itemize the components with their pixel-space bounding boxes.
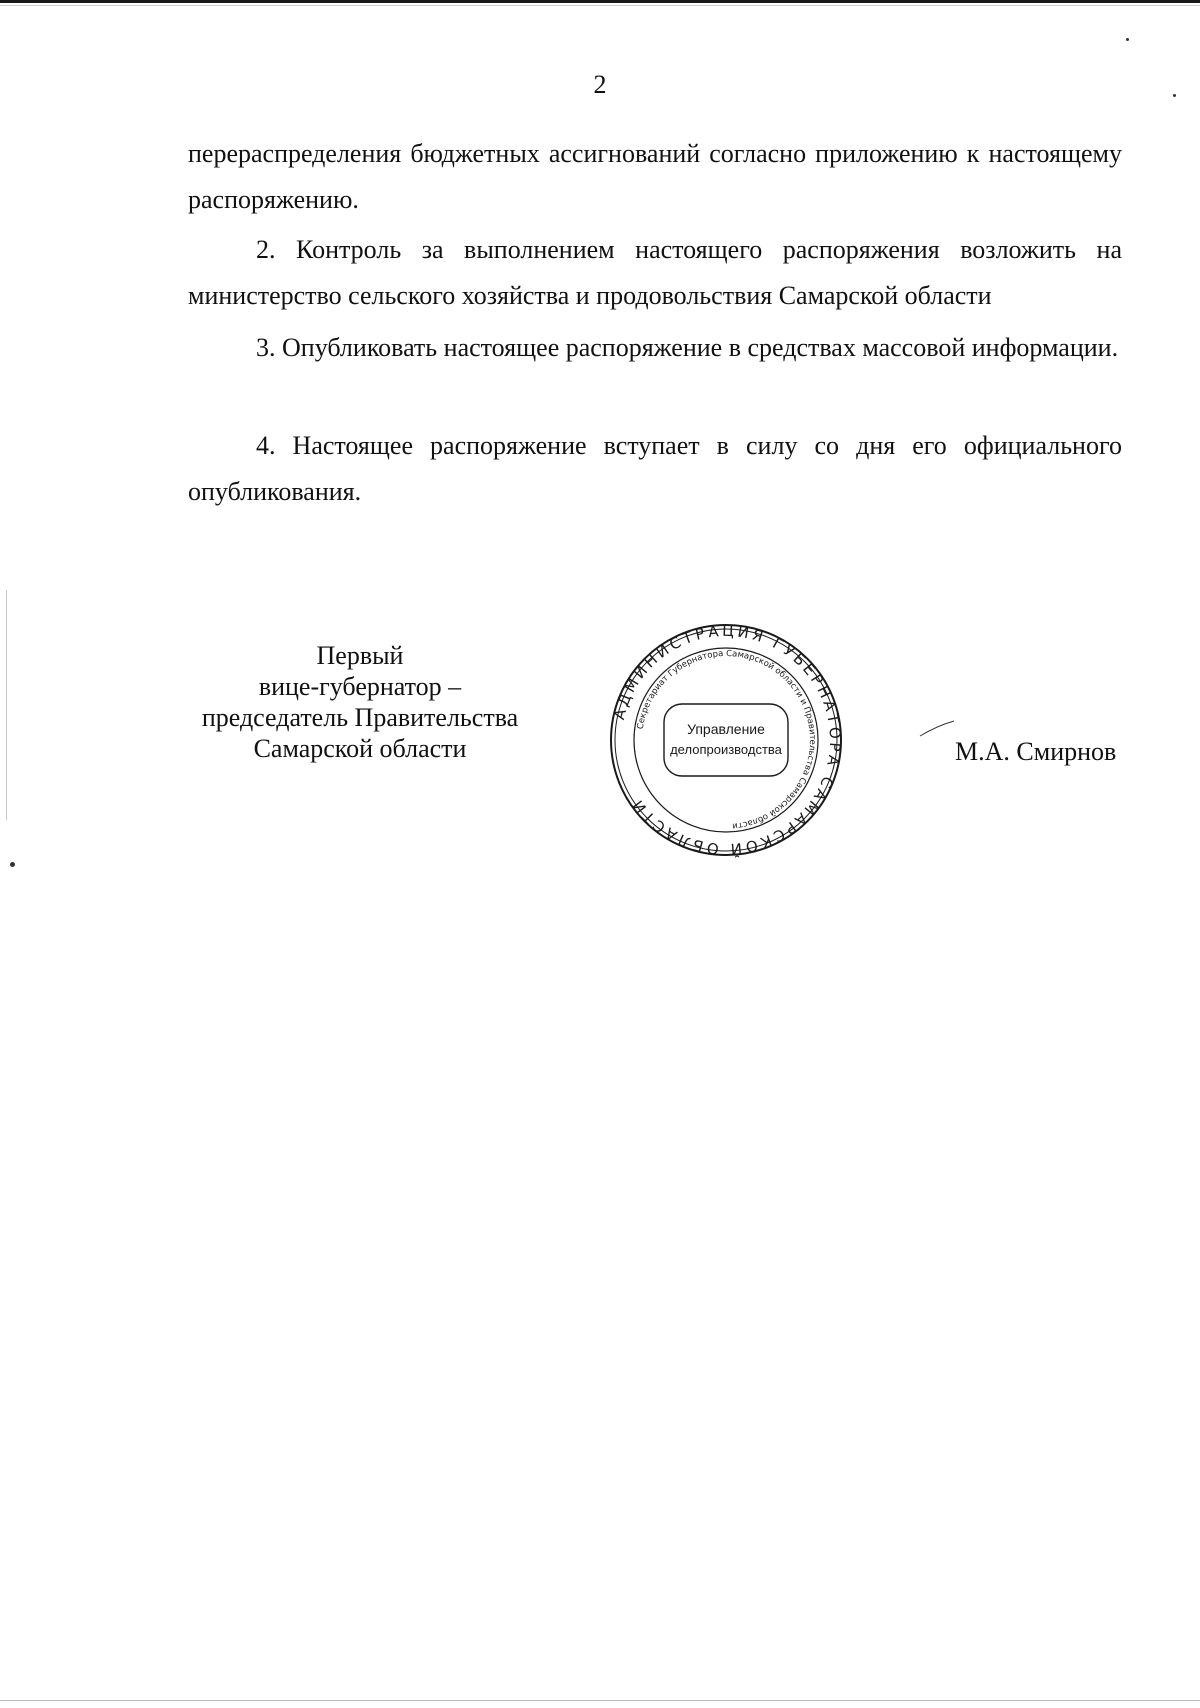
- scan-left-edge: [6, 590, 7, 820]
- seal-inner-text: Секретариат Губернатора Самарской области и Правительства Самарской области: [635, 648, 818, 831]
- page-number: 2: [593, 70, 607, 99]
- paragraph-2: [188, 227, 1122, 319]
- signatory-position-line: Первый: [316, 641, 404, 670]
- paragraph-text: перераспределения бюджетных ассигнований согласно приложению к настоящему распоряжению.: [188, 139, 1122, 214]
- top-border-rule: [0, 0, 1200, 3]
- scan-speck: [1126, 38, 1129, 41]
- seal-center-frame: [664, 704, 788, 776]
- seal-center-line-2: делопроизводства: [670, 742, 782, 757]
- paragraph-3: [188, 325, 1122, 371]
- paragraph-text: 3. Опубликовать настоящее распоряжение в средствах массовой информации.: [256, 333, 1119, 362]
- official-seal: [608, 622, 844, 858]
- paragraph-text: 2. Контроль за выполнением настоящего распоряжения возложить на министерство сельского хозяйства и продовольствия Самарской области: [188, 235, 1122, 310]
- paragraph-text: 4. Настоящее распоряжение вступает в силу со дня его официального опубликования.: [188, 431, 1122, 506]
- seal-outer-text: АДМИНИСТРАЦИЯ ГУБЕРНАТОРА САМАРСКОЙ ОБЛАСТИ: [610, 622, 844, 858]
- signatory-name: М.А. Смирнов: [955, 737, 1117, 766]
- bottom-scan-edge: [0, 1700, 1200, 1701]
- paragraph-continuation: [188, 131, 1122, 223]
- signatory-position-line: Самарской области: [253, 734, 467, 763]
- signatory-position: [180, 640, 540, 764]
- seal-center-line-1: Управление: [687, 721, 765, 737]
- seal-middle-ring: [634, 648, 818, 832]
- top-border-shadow: [0, 5, 1200, 6]
- signatory-position-line: председатель Правительства: [201, 703, 519, 732]
- scan-speck: [10, 862, 15, 867]
- signature-flourish: [918, 718, 958, 740]
- paragraph-4: [188, 423, 1122, 515]
- signatory-position-line: вице-губернатор –: [258, 672, 462, 701]
